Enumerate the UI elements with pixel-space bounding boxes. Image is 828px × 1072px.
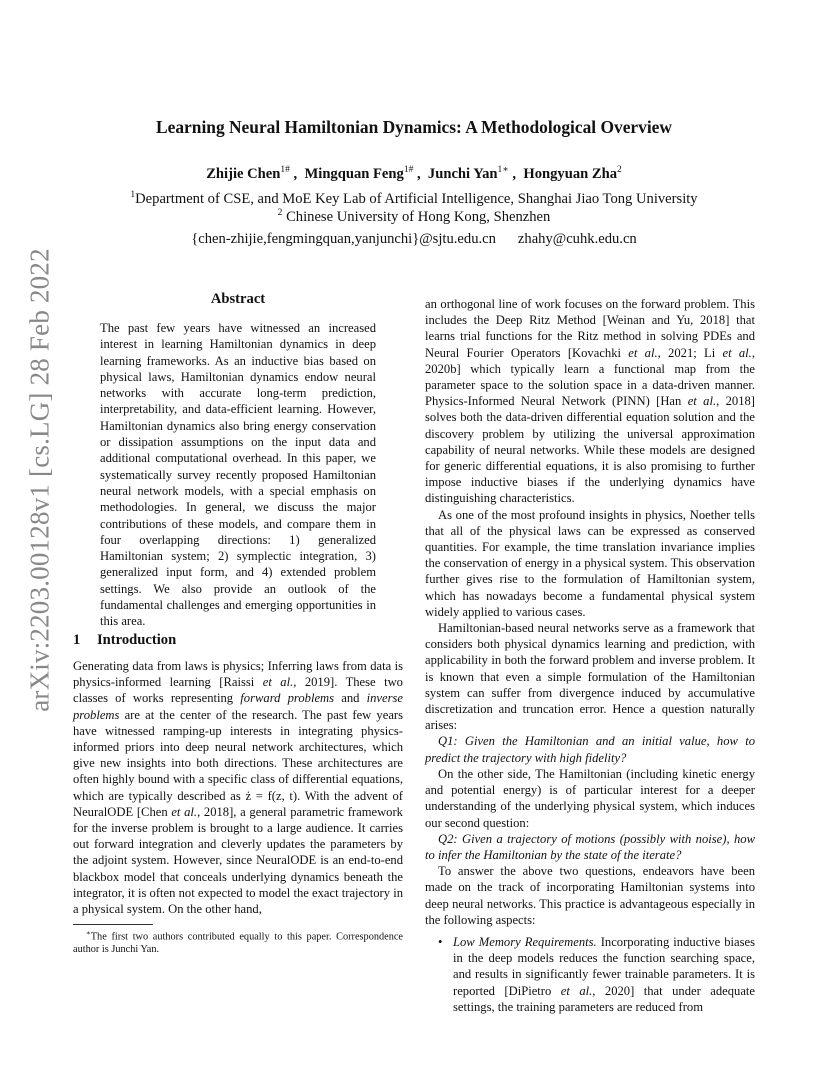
- section-number: 1: [73, 632, 81, 648]
- email-line: [60, 231, 768, 248]
- author-list: Zhijie Chen$^{1\#}$ , Mingquan Feng$^{1\#}$ , Junchi Yan$^{1∗}$ , Hongyuan Zha$^2$: [206, 165, 622, 182]
- paper-title: Learning Neural Hamiltonian Dynamics: A Methodological Overview: [156, 117, 672, 137]
- author-name: Hongyuan Zha: [523, 165, 618, 182]
- paragraph: To answer the above two questions, endeavors have been made on the track of incorporating Hamiltonian systems into deep neural networks. This practice is advantageous especially in the following aspects:: [425, 864, 755, 927]
- author-mark: 1#: [280, 165, 290, 175]
- affiliation-text: Department of CSE, and MoE Key Lab of Artificial Intelligence, Shanghai Jiao Tong University: [135, 190, 698, 207]
- affiliation-1: [60, 190, 768, 208]
- author-mark: 2: [617, 165, 622, 175]
- author-mark: 1∗: [497, 165, 509, 175]
- affiliation-mark: 2: [277, 208, 283, 218]
- section-title: Introduction: [97, 632, 177, 648]
- affiliation-text: Chinese University of Hong Kong, Shenzhen: [286, 208, 551, 225]
- author-name: Mingquan Feng: [304, 165, 404, 182]
- email-cuhk: zhahy@cuhk.edu.cn: [517, 231, 637, 247]
- arxiv-identifier: arXiv:2203.00128v1 [cs.LG] 28 Feb 2022: [24, 248, 55, 712]
- right-column-body: [425, 296, 755, 1015]
- bullet-label: Low Memory Requirements.: [453, 934, 597, 949]
- email-sjtu: {chen-zhijie,fengmingquan,yanjunchi}@sjtu.edu.cn: [191, 231, 496, 247]
- bullet-symbol: •: [438, 934, 443, 949]
- paragraph: an orthogonal line of work focuses on the forward problem. This includes the Deep Ritz Method [Weinan and Yu, 2018] that learns trial functions for the Ritz method in solving PDEs and Neural Fourier Operators [Kovachki et al., 2021; Li et al., 2020b] which typically learn a functional map from the parameter space to the solution space in a data-driven manner. Physics-Informed Neural Network (PINN) [Han et al., 2018] solves both the data-driven differential equation solution and the discovery problem by utilizing the universal approximation capability of neural networks. While these models are designed for generic differential equations, it is also promising to further impose inductive biases if the underlying dynamics have distinguishing characteristics.: [425, 297, 755, 506]
- list-item: • Low Memory Requirements. Incorporating inductive biases in the deep models reduces the function searching space, and results in significantly fewer trainable parameters. It is reported [DiPietro et al., 2020] that under adequate settings, the training parameters are reduced from: [438, 934, 756, 1014]
- footnote-mark: ∗: [86, 929, 91, 937]
- author-mark: 1#: [403, 165, 414, 175]
- aspect-list: [425, 934, 755, 1015]
- introduction-body: [73, 658, 403, 917]
- paragraph: As one of the most profound insights in physics, Noether tells that all of the physical laws can be expressed as conserved quantities. For example, the time translation invariance implies the conservation of energy in a physical system. This observation further gives rise to the formulation of Hamiltonian system, which has nowadays become a fundamental physical system widely applied to various cases.: [425, 507, 755, 619]
- footnote-rule: [73, 924, 153, 925]
- arxiv-sidebar-stamp: [22, 248, 58, 712]
- intro-paragraph: Generating data from laws is physics; Inferring laws from data is physics-informed learning [Raissi et al., 2019]. These two classes of works representing forward problems and inverse problems are at the center of the research. The past few years have witnessed ramping-up interests in integrating physics-informed priors into deep neural network architectures, which give new insights into both directions. These architectures are often highly bound with a specific class of differential equations, which are typically described as ż = f(z, t). With the advent of NeuralODE [Chen et al., 2018], a general parametric framework for the inverse problem is brought to a large audience. It carries out forward integration and cleverly updates the parameters by the adjoint system. However, since NeuralODE is an end-to-end blackbox model that conceals underlying dynamics beneath the integrator, it is often not expected to model the exact trajectory in a physical system. On the other hand,: [73, 659, 403, 917]
- author-name: Junchi Yan: [427, 165, 498, 182]
- footnote-text: The first two authors contributed equally to this paper. Correspondence author is Junchi Yan.: [73, 931, 403, 956]
- footnote: [73, 927, 403, 956]
- abstract-heading: Abstract: [210, 291, 266, 307]
- affiliation-2: [60, 208, 768, 226]
- paragraph: On the other side, The Hamiltonian (including kinetic energy and potential energy) is of particular interest for a deeper understanding of the underlying physical system, which induces our second question:: [425, 766, 755, 830]
- affiliation-mark: 1: [130, 190, 136, 200]
- section-heading: [73, 632, 176, 649]
- question-2: Q2: Given a trajectory of motions (possibly with noise), how to infer the Hamiltonian by the state of the iterate?: [425, 831, 755, 862]
- question-1: Q1: Given the Hamiltonian and an initial value, how to predict the trajectory with high fidelity?: [425, 734, 755, 765]
- author-name: Zhijie Chen: [206, 165, 281, 182]
- paragraph: Hamiltonian-based neural networks serve as a framework that considers both physical dynamics learning and prediction, with applicability in both the forward problem and inverse problem. It is known that even a simple formulation of the Hamiltonian system can suffer from divergence induced by accumulative discretization and truncation error. Hence a question naturally arises:: [425, 621, 755, 733]
- abstract-text: The past few years have witnessed an increased interest in learning Hamiltonian dynamics in deep learning frameworks. As an inductive bias based on physical laws, Hamiltonian dynamics endow neural networks with accurate long-term prediction, interpretability, and data-efficient learning. However, Hamiltonian dynamics also bring energy conservation or dissipation assumptions on the input data and additional computational overhead. In this paper, we systematically survey recently proposed Hamiltonian neural network models, with a special emphasis on methodologies. In general, we discuss the major contributions of these models, and compare them in four overlapping directions: 1) generalized Hamiltonian system; 2) symplectic integration, 3) generalized input form, and 4) extended problem settings. We also provide an outlook of the fundamental challenges and emerging opportunities in this area.: [100, 321, 376, 629]
